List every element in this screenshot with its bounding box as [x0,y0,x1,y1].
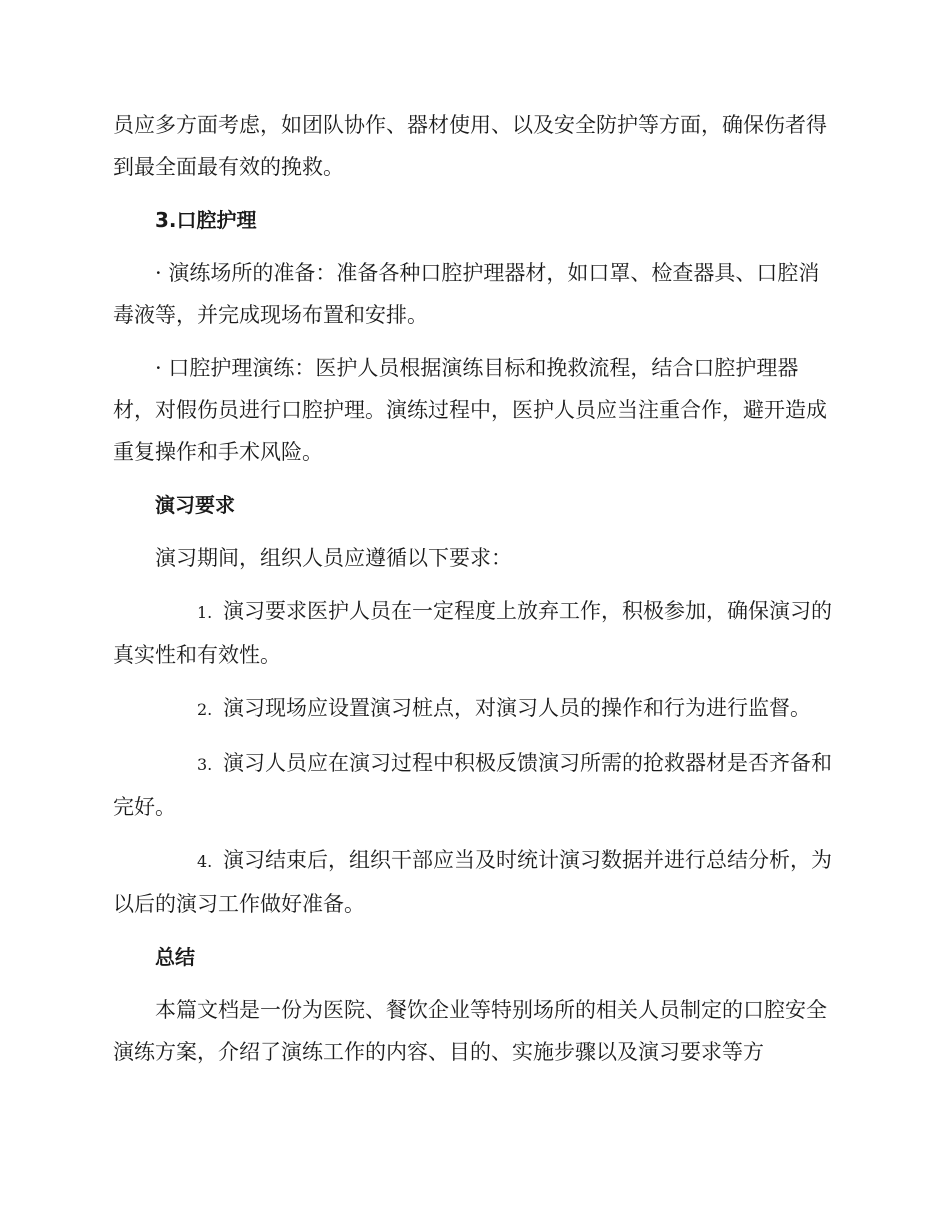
list-item [113,590,833,676]
list-item-number: 2. [197,700,213,719]
bullet-paragraph: · 口腔护理演练：医护人员根据演练目标和挽救流程，结合口腔护理器材，对假伤员进行口腔护理。演练过程中，医护人员应当注重合作，避开造成重复操作和手术风险。 [113,356,827,464]
list-item-text: 演习现场应设置演习桩点，对演习人员的操作和行为进行监督。 [223,696,811,720]
document-page [113,104,833,1073]
section-heading-summary: 总结 [155,945,195,969]
list-item [113,839,833,925]
list-item-number: 4. [197,852,213,871]
section-heading-oral-care: 3.口腔护理 [155,208,257,232]
list-item [113,742,833,828]
list-item [113,687,833,731]
section-heading-requirements: 演习要求 [155,493,235,517]
list-item-number: 1. [197,603,213,622]
bullet-paragraph: · 演练场所的准备：准备各种口腔护理器材，如口罩、检查器具、口腔消毒液等，并完成现场布置和安排。 [113,261,820,327]
list-item-number: 3. [197,755,213,774]
list-item-text: 演习人员应在演习过程中积极反馈演习所需的抢救器材是否齐备和完好。 [113,751,832,819]
list-item-text: 演习结束后，组织干部应当及时统计演习数据并进行总结分析，为以后的演习工作做好准备。 [113,848,832,916]
summary-paragraph: 本篇文档是一份为医院、餐饮企业等特别场所的相关人员制定的口腔安全演练方案，介绍了演练工作的内容、目的、实施步骤以及演习要求等方 [113,998,827,1064]
intro-paragraph: 员应多方面考虑，如团队协作、器材使用、以及安全防护等方面，确保伤者得到最全面最有效的挽救。 [113,113,827,179]
requirements-intro: 演习期间，组织人员应遵循以下要求： [155,546,512,570]
list-item-text: 演习要求医护人员在一定程度上放弃工作，积极参加，确保演习的真实性和有效性。 [113,599,832,667]
